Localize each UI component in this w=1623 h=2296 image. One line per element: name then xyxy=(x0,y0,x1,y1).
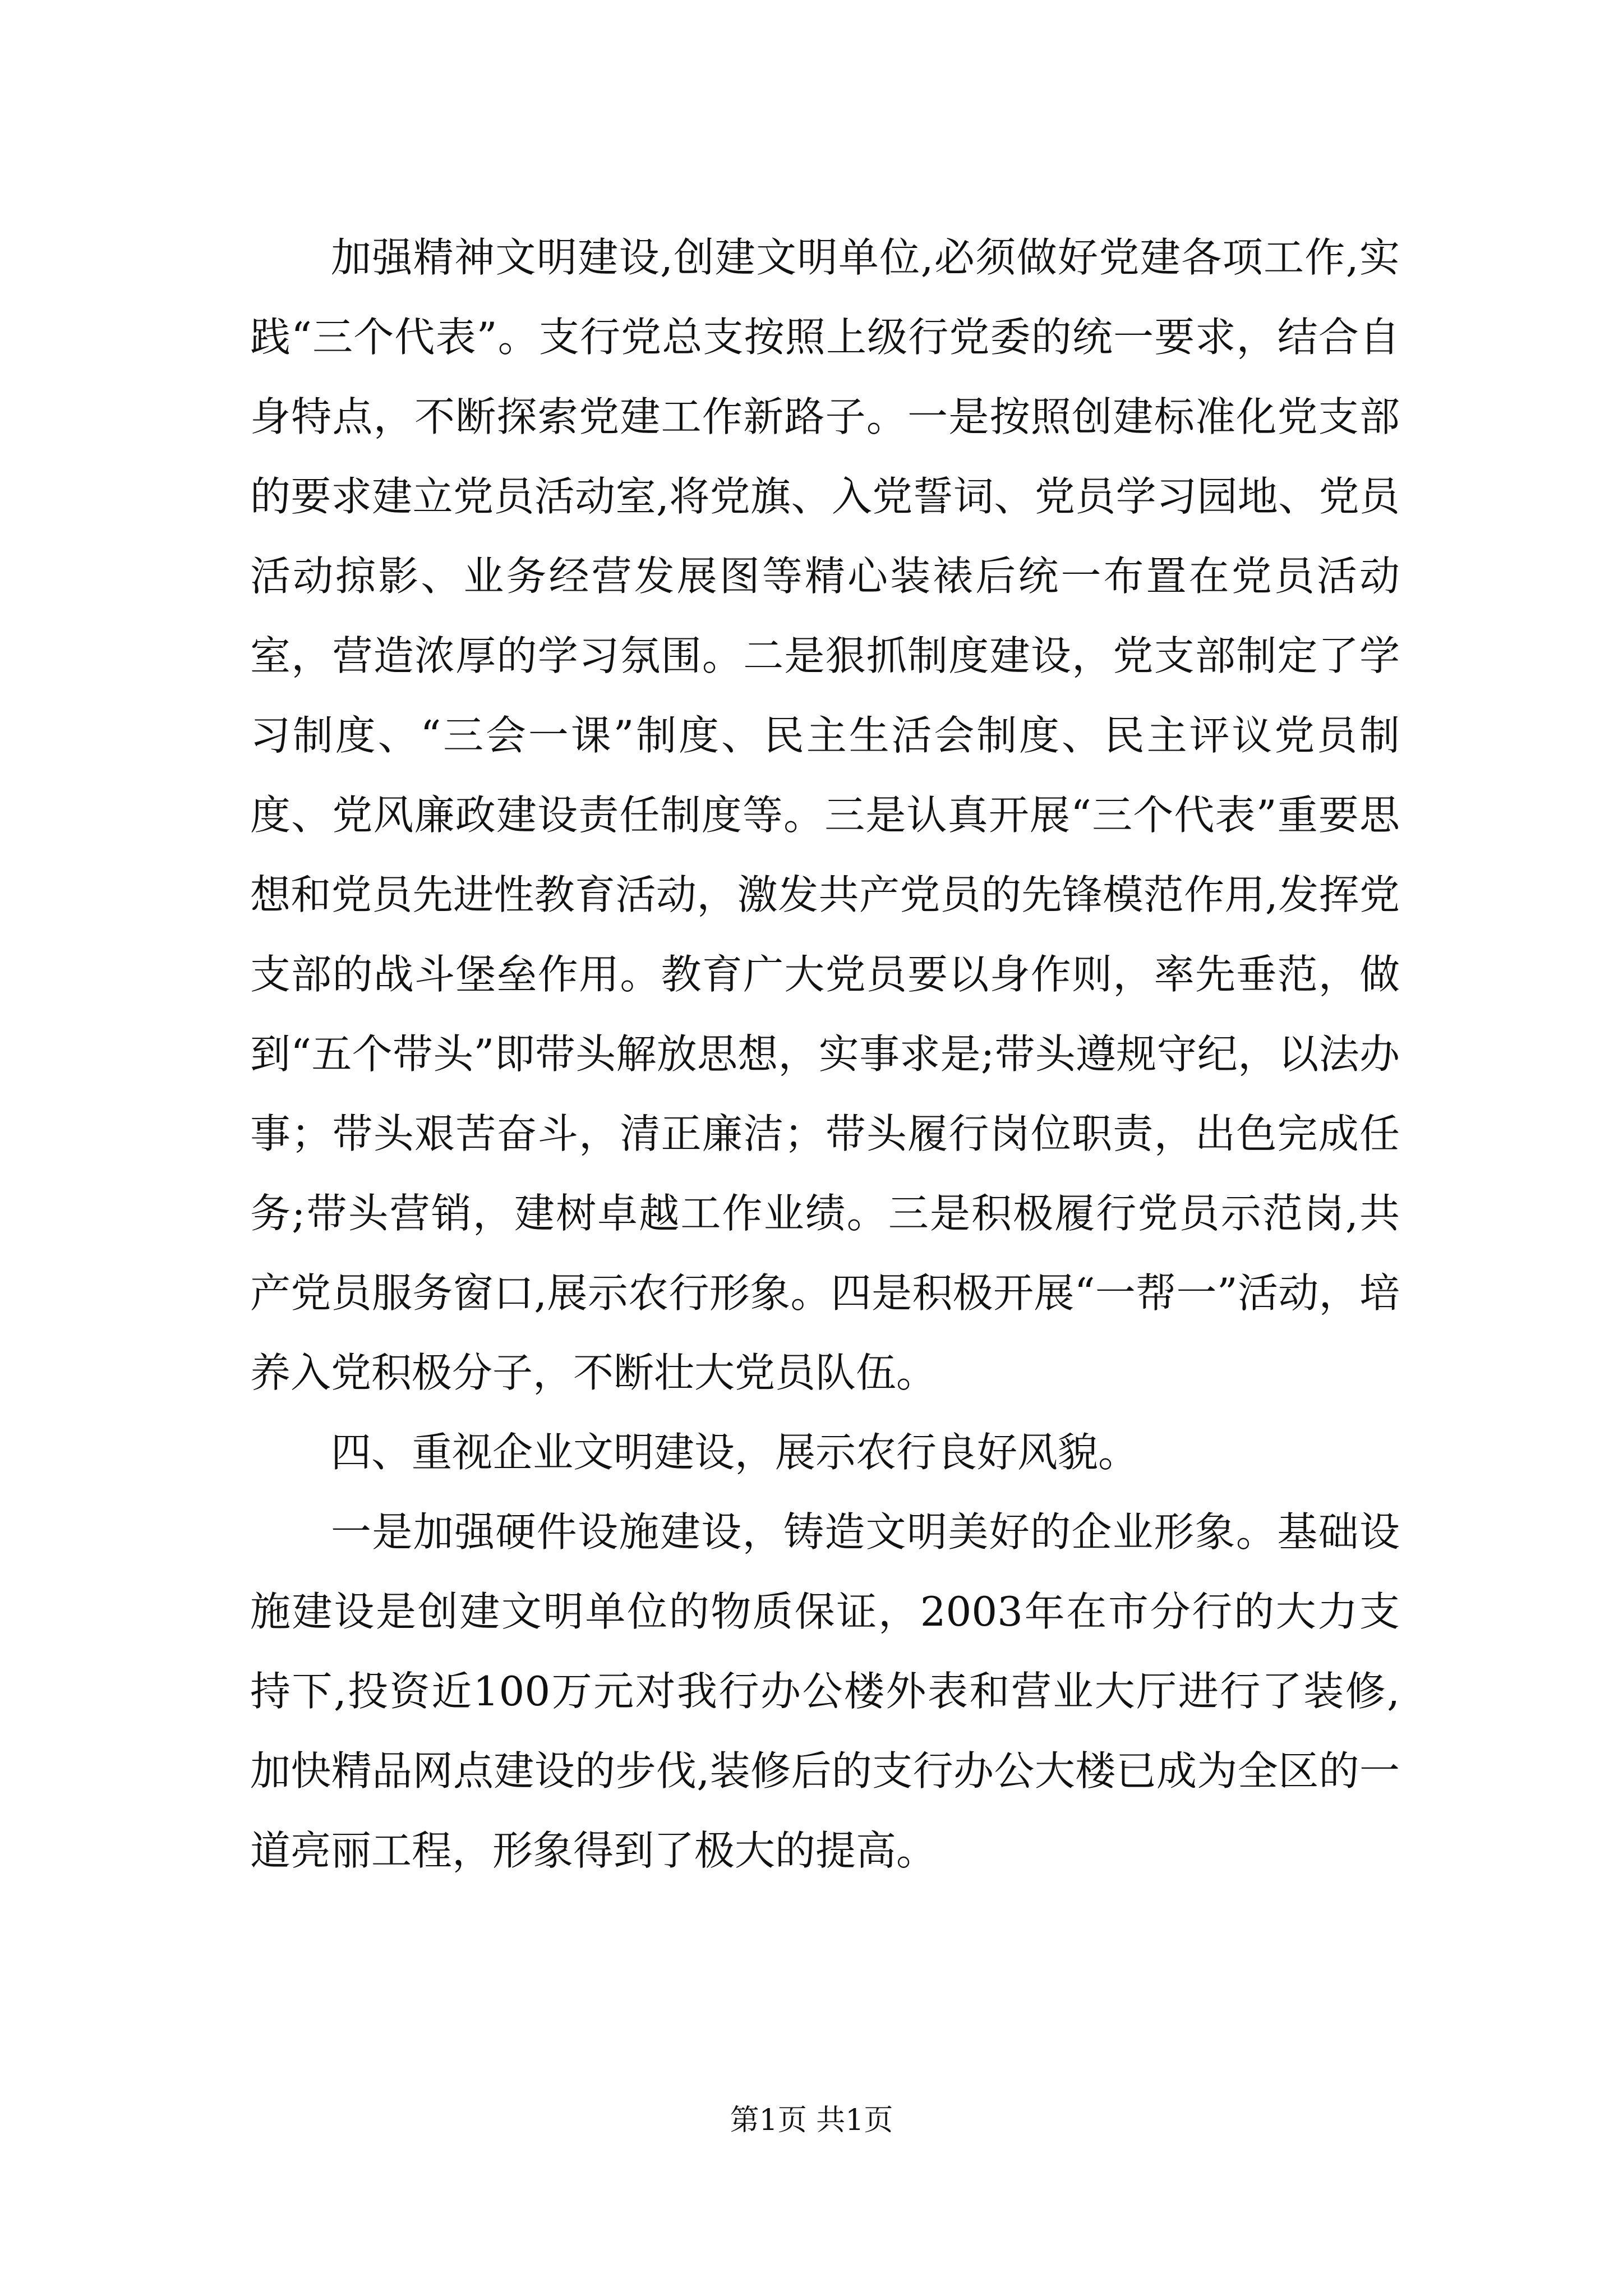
section-heading-enterprise-civilization: 四、重视企业文明建设，展示农行良好风貌。 xyxy=(331,1429,1139,1476)
paragraph-hardware-facilities: 一是加强硬件设施建设，铸造文明美好的企业形象。基础设施建设是创建文明单位的物质保证，2003年在市分行的大力支持下,投资近100万元对我行办公楼外表和营业大厅进行了装修,加快精品网点建设的步伐,装修后的支行办公大楼已成为全区的一道亮丽工程，形象得到了极大的提高。 xyxy=(250,1508,1400,1874)
document-body xyxy=(250,218,1400,1890)
page-footer: 第1页 共1页 xyxy=(730,2104,893,2137)
paragraph-party-building: 加强精神文明建设,创建文明单位,必须做好党建各项工作,实践“三个代表”。支行党总支按照上级行党委的统一要求，结合自身特点，不断探索党建工作新路子。一是按照创建标准化党支部的要求建立党员活动室,将党旗、入党誓词、党员学习园地、党员活动掠影、业务经营发展图等精心装裱后统一布置在党员活动室，营造浓厚的学习氛围。二是狠抓制度建设，党支部制定了学习制度、“三会一课”制度、民主生活会制度、民主评议党员制度、党风廉政建设责任制度等。三是认真开展“三个代表”重要思想和党员先进性教育活动，激发共产党员的先锋模范作用,发挥党支部的战斗堡垒作用。教育广大党员要以身作则，率先垂范，做到“五个带头”即带头解放思想，实事求是;带头遵规守纪，以法办事；带头艰苦奋斗，清正廉洁；带头履行岗位职责，出色完成任务;带头营销，建树卓越工作业绩。三是积极履行党员示范岗,共产党员服务窗口,展示农行形象。四是积极开展“一帮一”活动，培养入党积极分子，不断壮大党员队伍。 xyxy=(250,234,1400,1396)
